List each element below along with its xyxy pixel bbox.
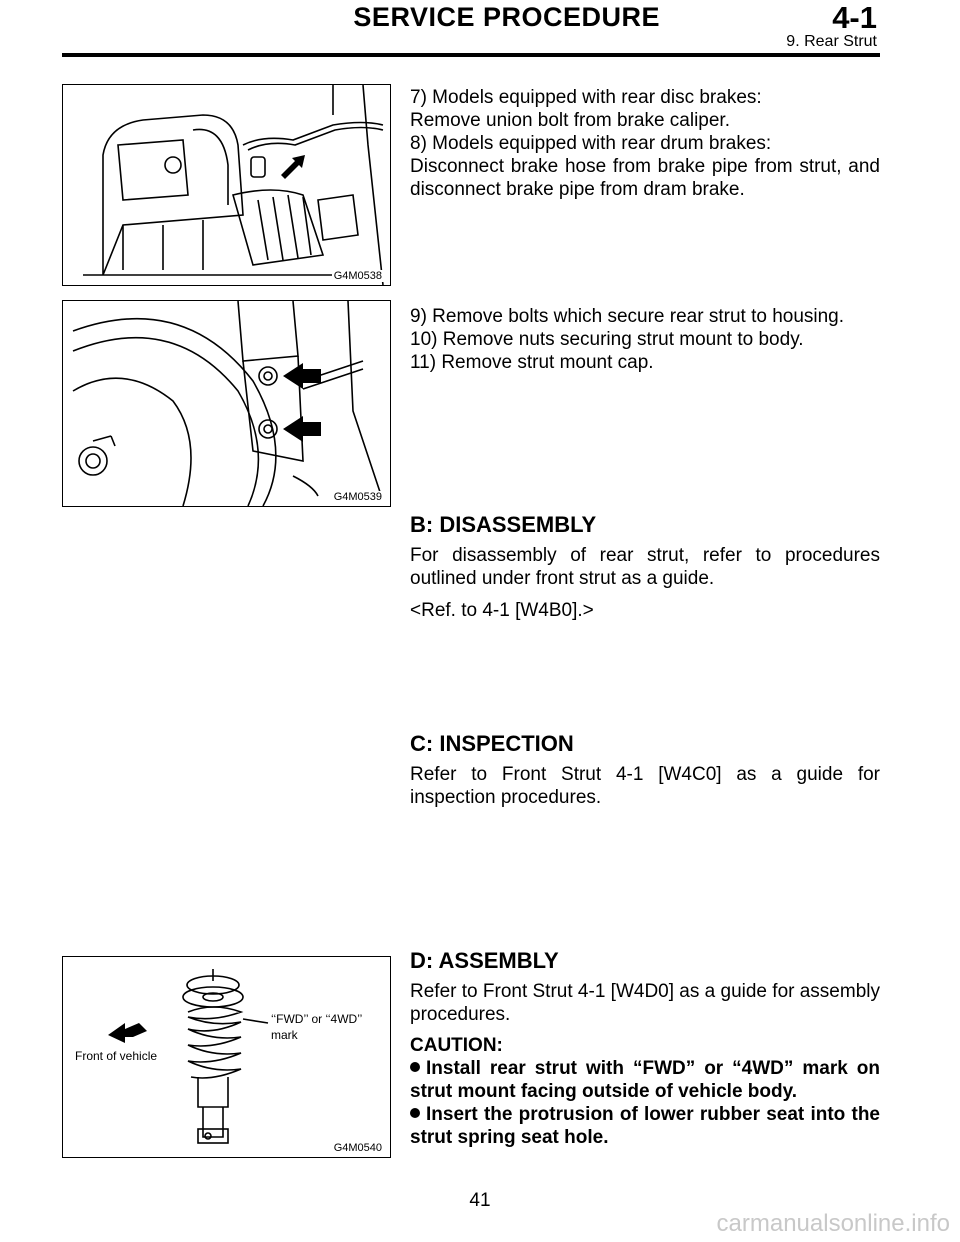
figure-strut-assembly bbox=[62, 956, 391, 1158]
heading-assembly: D: ASSEMBLY bbox=[410, 948, 559, 973]
heading-inspection: C: INSPECTION bbox=[410, 731, 574, 756]
steps-group-1 bbox=[410, 86, 880, 201]
figure-id: G4M0539 bbox=[333, 491, 382, 503]
step-11: 11) Remove strut mount cap. bbox=[410, 352, 654, 373]
caution-item-text: Install rear strut with “FWD” or “4WD” mark on strut mount facing outside of vehicle body. bbox=[410, 1058, 880, 1102]
inspection-text: Refer to Front Strut 4-1 [W4C0] as a guide for inspection procedures. bbox=[410, 764, 880, 808]
figure-id: G4M0540 bbox=[333, 1142, 382, 1154]
step-7-detail: Remove union bolt from brake caliper. bbox=[410, 110, 730, 131]
step-9: 9) Remove bolts which secure rear strut to housing. bbox=[410, 306, 845, 327]
page-number: 41 bbox=[469, 1190, 491, 1211]
mark-label-line2: mark bbox=[271, 1028, 298, 1042]
caution-item-text: Insert the protrusion of lower rubber seat into the strut spring seat hole. bbox=[410, 1104, 880, 1148]
bullet-icon bbox=[410, 1062, 420, 1072]
strut-assembly-illustration bbox=[63, 957, 390, 1157]
step-8: 8) Models equipped with rear drum brakes: bbox=[410, 133, 772, 154]
figure-strut-housing bbox=[62, 300, 391, 507]
mark-label-line1: ‘‘FWD’’ or ‘‘4WD’’ bbox=[271, 1012, 363, 1026]
subsection-title: 9. Rear Strut bbox=[786, 33, 877, 50]
step-7: 7) Models equipped with rear disc brakes: bbox=[410, 87, 762, 108]
page-header-title: SERVICE PROCEDURE bbox=[353, 2, 660, 32]
caution-item bbox=[410, 1057, 880, 1103]
section-number: 4-1 bbox=[832, 0, 877, 35]
figure-brake-caliper bbox=[62, 84, 391, 286]
section-inspection-body bbox=[410, 763, 880, 809]
caution-label: CAUTION: bbox=[410, 1035, 503, 1056]
strut-housing-illustration bbox=[63, 301, 390, 506]
step-8-detail: Disconnect brake hose from brake pipe from strut, and disconnect brake pipe from dram brake. bbox=[410, 156, 880, 200]
caution-item bbox=[410, 1103, 880, 1149]
watermark: carmanualsonline.info bbox=[716, 1210, 950, 1237]
step-10: 10) Remove nuts securing strut mount to body. bbox=[410, 329, 804, 350]
disassembly-text: For disassembly of rear strut, refer to procedures outlined under front strut as a guide. bbox=[410, 545, 880, 589]
bullet-icon bbox=[410, 1108, 420, 1118]
section-disassembly-body bbox=[410, 544, 880, 622]
brake-caliper-illustration bbox=[63, 85, 390, 285]
front-of-vehicle-label: Front of vehicle bbox=[75, 1049, 158, 1063]
section-assembly-body bbox=[410, 980, 880, 1149]
disassembly-reference: <Ref. to 4-1 [W4B0].> bbox=[410, 600, 594, 621]
figure-id: G4M0538 bbox=[333, 270, 382, 282]
header-rule bbox=[62, 53, 880, 57]
heading-disassembly: B: DISASSEMBLY bbox=[410, 512, 597, 537]
steps-group-2 bbox=[410, 305, 880, 374]
assembly-text: Refer to Front Strut 4-1 [W4D0] as a guide for assembly procedures. bbox=[410, 981, 880, 1025]
